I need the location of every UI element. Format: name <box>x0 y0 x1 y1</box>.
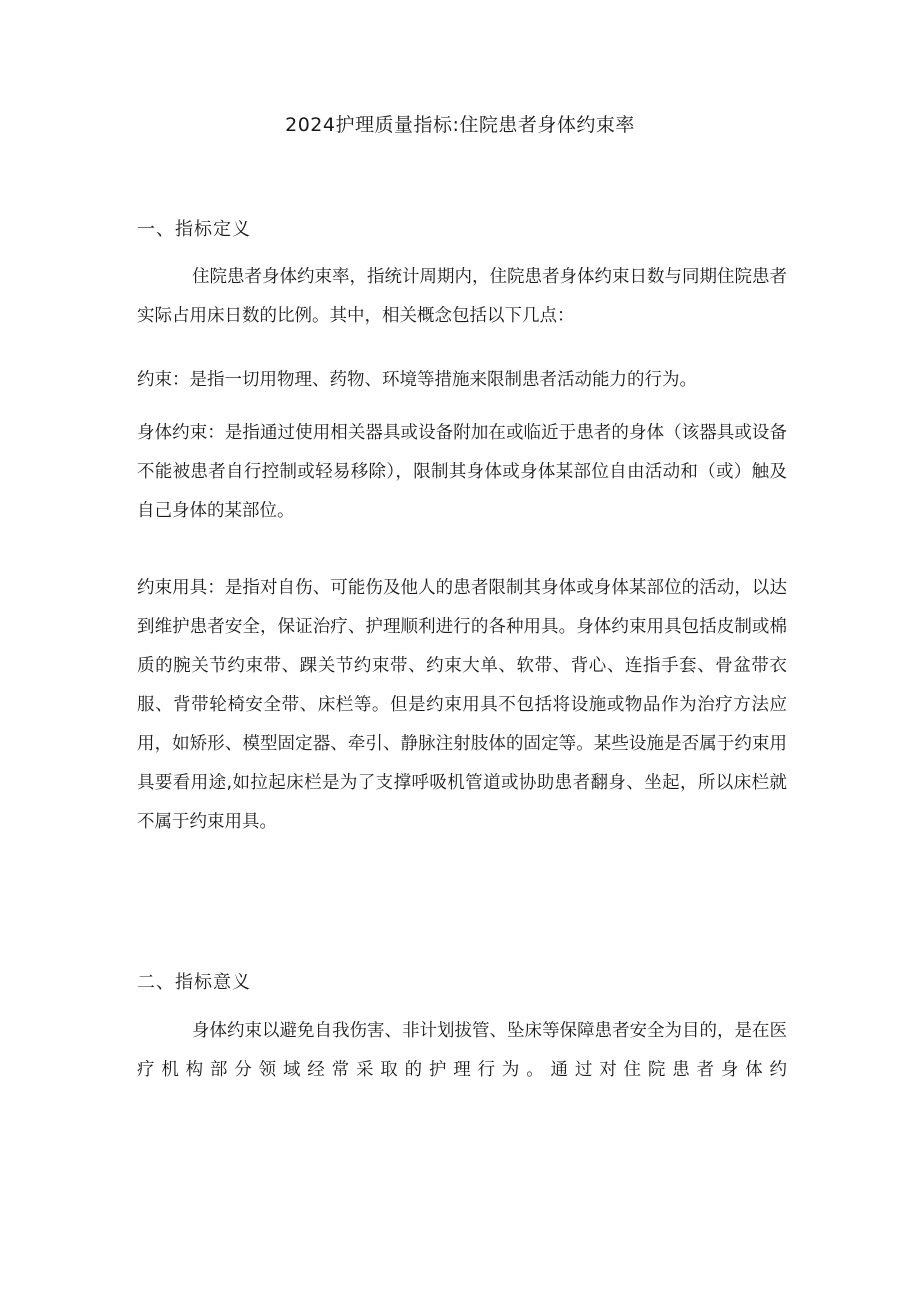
section-heading-significance: 二、指标意义 <box>137 972 251 993</box>
physical-restraint-definition-paragraph: 身体约束：是指通过使用相关器具或设备附加在或临近于患者的身体（该器具或设备不能被患者自行控制或轻易移除），限制其身体或身体某部位自由活动和（或）触及自己身体的某部位。 <box>137 423 787 521</box>
significance-intro-paragraph: 身体约束以避免自我伤害、非计划拔管、坠床等保障患者安全为目的，是在医疗机构部分领域经常采取的护理行为。通过对住院患者身体约 <box>137 1021 787 1080</box>
restraint-definition-paragraph: 约束：是指一切用物理、药物、环境等措施来限制患者活动能力的行为。 <box>137 370 697 390</box>
section-heading-definition: 一、指标定义 <box>137 219 251 240</box>
document-title: 2024护理质量指标:住院患者身体约束率 <box>285 114 635 136</box>
definition-intro-paragraph: 住院患者身体约束率，指统计周期内，住院患者身体约束日数与同期住院患者实际占用床日数的比例。其中，相关概念包括以下几点： <box>137 267 787 326</box>
restraint-tools-definition-paragraph: 约束用具：是指对自伤、可能伤及他人的患者限制其身体或身体某部位的活动，以达到维护患者安全，保证治疗、护理顺利进行的各种用具。身体约束用具包括皮制或棉质的腕关节约束带、踝关节约束带、约束大单、软带、背心、连指手套、骨盆带衣服、背带轮椅安全带、床栏等。但是约束用具不包括将设施或物品作为治疗方法应用，如矫形、模型固定器、牵引、静脉注射肢体的固定等。某些设施是否属于约束用具要看用途,如拉起床栏是为了支撑呼吸机管道或协助患者翻身、坐起，所以床栏就不属于约束用具。 <box>137 578 787 832</box>
